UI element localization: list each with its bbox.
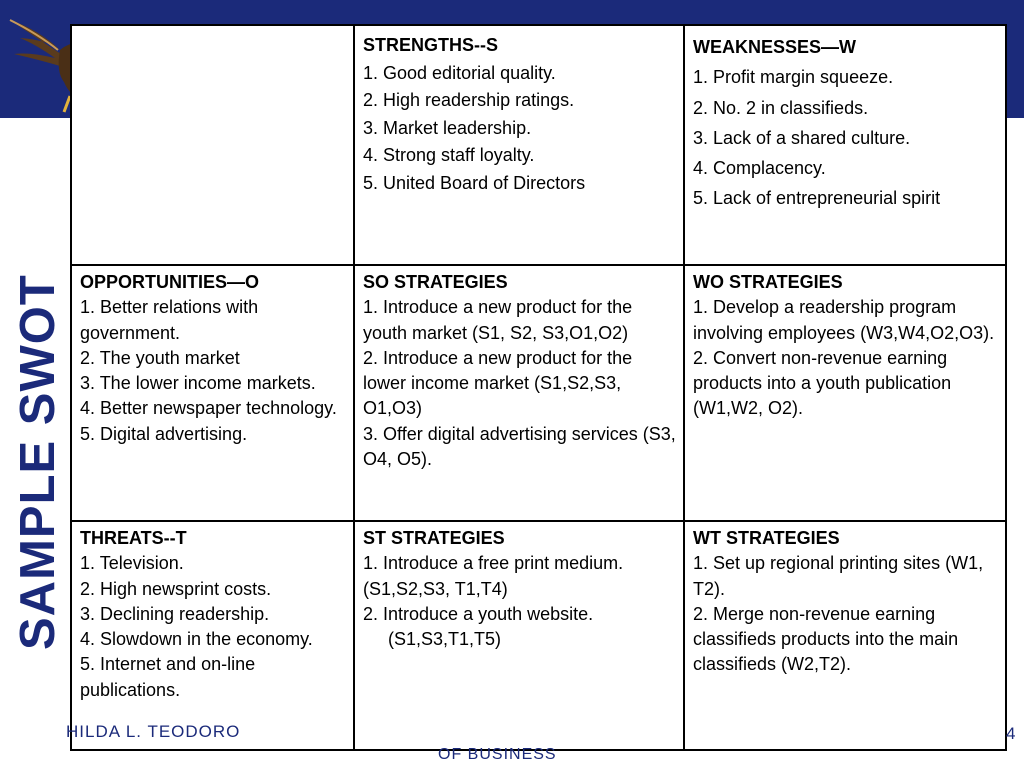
- wo-strategies-heading: WO STRATEGIES: [693, 272, 843, 292]
- strength-item: 1. Good editorial quality.: [363, 62, 556, 83]
- threat-item: 2. High newsprint costs.: [80, 578, 272, 599]
- threat-item: 4. Slowdown in the economy.: [80, 629, 313, 650]
- weakness-item: 5. Lack of entrepreneurial spirit: [693, 188, 941, 209]
- opportunity-item: 5. Digital advertising.: [80, 423, 248, 444]
- opportunity-item: 3. The lower income markets.: [80, 373, 316, 394]
- st-strategies-cell: [355, 522, 685, 749]
- swot-matrix: [70, 24, 1007, 751]
- threats-cell: [72, 522, 355, 749]
- wt-strategies-heading: WT STRATEGIES: [693, 528, 840, 548]
- weakness-item: 1. Profit margin squeeze.: [693, 67, 894, 88]
- threats-heading: THREATS--T: [80, 528, 187, 548]
- wo-strategies-cell: [685, 266, 1005, 522]
- strength-item: 4. Strong staff loyalty.: [363, 145, 535, 165]
- strength-item: 2. High readership ratings.: [363, 90, 575, 110]
- st-strategy-item: 1. Introduce a free print medium. (S1,S2,S3, T1,T4): [363, 553, 624, 599]
- strength-item: 5. United Board of Directors: [363, 172, 586, 193]
- so-strategy-item: 3. Offer digital advertising services (S3, O4, O5).: [363, 423, 676, 470]
- footer-page-number: 4: [1006, 724, 1016, 743]
- opportunities-heading: OPPORTUNITIES—O: [80, 272, 260, 292]
- wt-strategy-item: 1. Set up regional printing sites (W1, T2).: [693, 553, 984, 599]
- strength-item: 3. Market leadership.: [363, 117, 532, 138]
- opportunities-cell: [72, 266, 355, 522]
- weakness-item: 2. No. 2 in classifieds.: [693, 97, 869, 118]
- wo-strategy-item: 2. Convert non-revenue earning products into a youth publication (W1,W2, O2).: [693, 347, 952, 419]
- weakness-item: 4. Complacency.: [693, 158, 826, 179]
- weaknesses-cell: [685, 26, 1005, 266]
- strengths-cell: [355, 26, 685, 266]
- side-title: SAMPLE SWOT: [11, 274, 65, 650]
- st-strategy-item: 2. Introduce a youth website.: [363, 603, 594, 624]
- st-strategy-item: (S1,S3,T1,T5): [363, 629, 502, 650]
- opportunity-item: 2. The youth market: [80, 347, 240, 368]
- footer-author: HILDA L. TEODORO: [66, 722, 241, 741]
- weaknesses-heading: WEAKNESSES—W: [693, 37, 857, 57]
- threat-item: 3. Declining readership.: [80, 603, 270, 624]
- so-strategies-cell: [355, 266, 685, 522]
- so-strategy-item: 1. Introduce a new product for the youth market (S1, S2, S3,O1,O2): [363, 297, 633, 343]
- opportunity-item: 4. Better newspaper technology.: [80, 398, 337, 419]
- threat-item: 5. Internet and on-line publications.: [80, 654, 256, 700]
- wt-strategy-item: 2. Merge non-revenue earning classifieds products into the main classifieds (W2,T2).: [693, 603, 959, 675]
- threat-item: 1. Television.: [80, 553, 184, 574]
- wt-strategies-cell: [685, 522, 1005, 749]
- opportunity-item: 1. Better relations with government.: [80, 297, 259, 343]
- matrix-corner-blank: [72, 26, 355, 266]
- so-strategies-heading: SO STRATEGIES: [363, 272, 508, 292]
- weakness-item: 3. Lack of a shared culture.: [693, 127, 911, 148]
- footer-center-text: OF BUSINESS: [438, 746, 557, 763]
- wo-strategy-item: 1. Develop a readership program involving employees (W3,W4,O2,O3).: [693, 297, 995, 343]
- st-strategies-heading: ST STRATEGIES: [363, 528, 505, 548]
- strengths-heading: STRENGTHS--S: [363, 35, 498, 55]
- so-strategy-item: 2. Introduce a new product for the lower income market (S1,S2,S3, O1,O3): [363, 347, 633, 419]
